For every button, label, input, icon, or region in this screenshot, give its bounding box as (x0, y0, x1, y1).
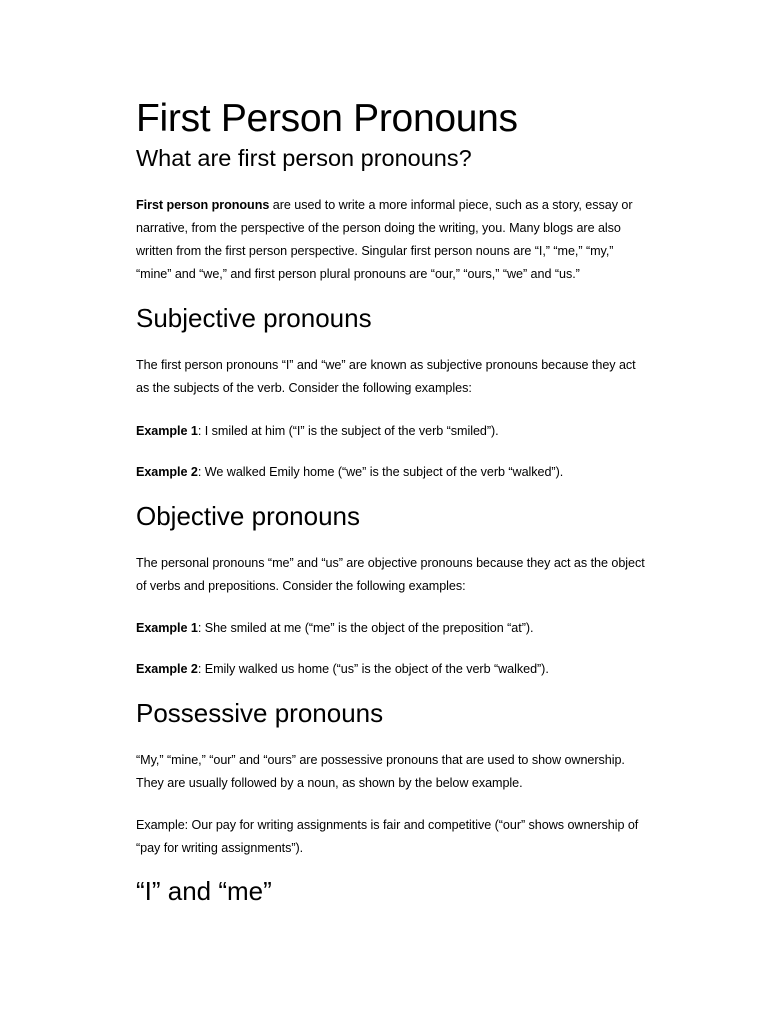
possessive-example (136, 814, 681, 860)
example-label: Example 1 (136, 621, 198, 635)
objective-example-1: Example 1: She smiled at me (“me” is the object of the preposition “at”). (136, 621, 534, 635)
page-title: First Person Pronouns (136, 97, 518, 140)
example-label: Example 2 (136, 662, 198, 676)
possessive-paragraph (136, 749, 681, 795)
intro-bold-term: First person pronouns (136, 198, 270, 212)
objective-heading: Objective pronouns (136, 501, 361, 531)
possessive-example-line-1: Example: Our pay for writing assignments is fair and competitive (“our” shows ownership of (136, 818, 639, 832)
subjective-line-1: The first person pronouns “I” and “we” are known as subjective pronouns because they act (136, 358, 636, 372)
possessive-example-line-2: “pay for writing assignments”). (136, 841, 304, 855)
intro-paragraph (136, 194, 681, 286)
possessive-line-1: “My,” “mine,” “our” and “ours” are possessive pronouns that are used to show ownership. (136, 753, 625, 767)
page-subtitle: What are first person pronouns? (136, 145, 472, 171)
intro-line-2: narrative, from the perspective of the person doing the writing, you. Many blogs are also (136, 221, 621, 235)
possessive-line-2: They are usually followed by a noun, as shown by the below example. (136, 776, 523, 790)
subjective-example-1: Example 1: I smiled at him (“I” is the subject of the verb “smiled”). (136, 424, 499, 438)
subjective-heading: Subjective pronouns (136, 303, 372, 333)
objective-line-2: of verbs and prepositions. Consider the following examples: (136, 579, 466, 593)
possessive-heading: Possessive pronouns (136, 698, 384, 728)
i-and-me-heading: “I” and “me” (136, 876, 272, 906)
intro-line-3: written from the first person perspective. Singular first person nouns are “I,” “me,” “my,” (136, 244, 614, 258)
objective-example-2: Example 2: Emily walked us home (“us” is the object of the verb “walked”). (136, 662, 549, 676)
subjective-line-2: as the subjects of the verb. Consider the following examples: (136, 381, 472, 395)
objective-paragraph (136, 552, 681, 598)
example-label: Example 1 (136, 424, 198, 438)
subjective-example-2: Example 2: We walked Emily home (“we” is the subject of the verb “walked”). (136, 465, 564, 479)
intro-line-1: First person pronouns are used to write a more informal piece, such as a story, essay or (136, 198, 633, 212)
intro-line-4: “mine” and “we,” and first person plural pronouns are “our,” “ours,” “we” and “us.” (136, 267, 580, 281)
example-label: Example 2 (136, 465, 198, 479)
objective-line-1: The personal pronouns “me” and “us” are objective pronouns because they act as the object (136, 556, 645, 570)
subjective-paragraph (136, 354, 681, 400)
